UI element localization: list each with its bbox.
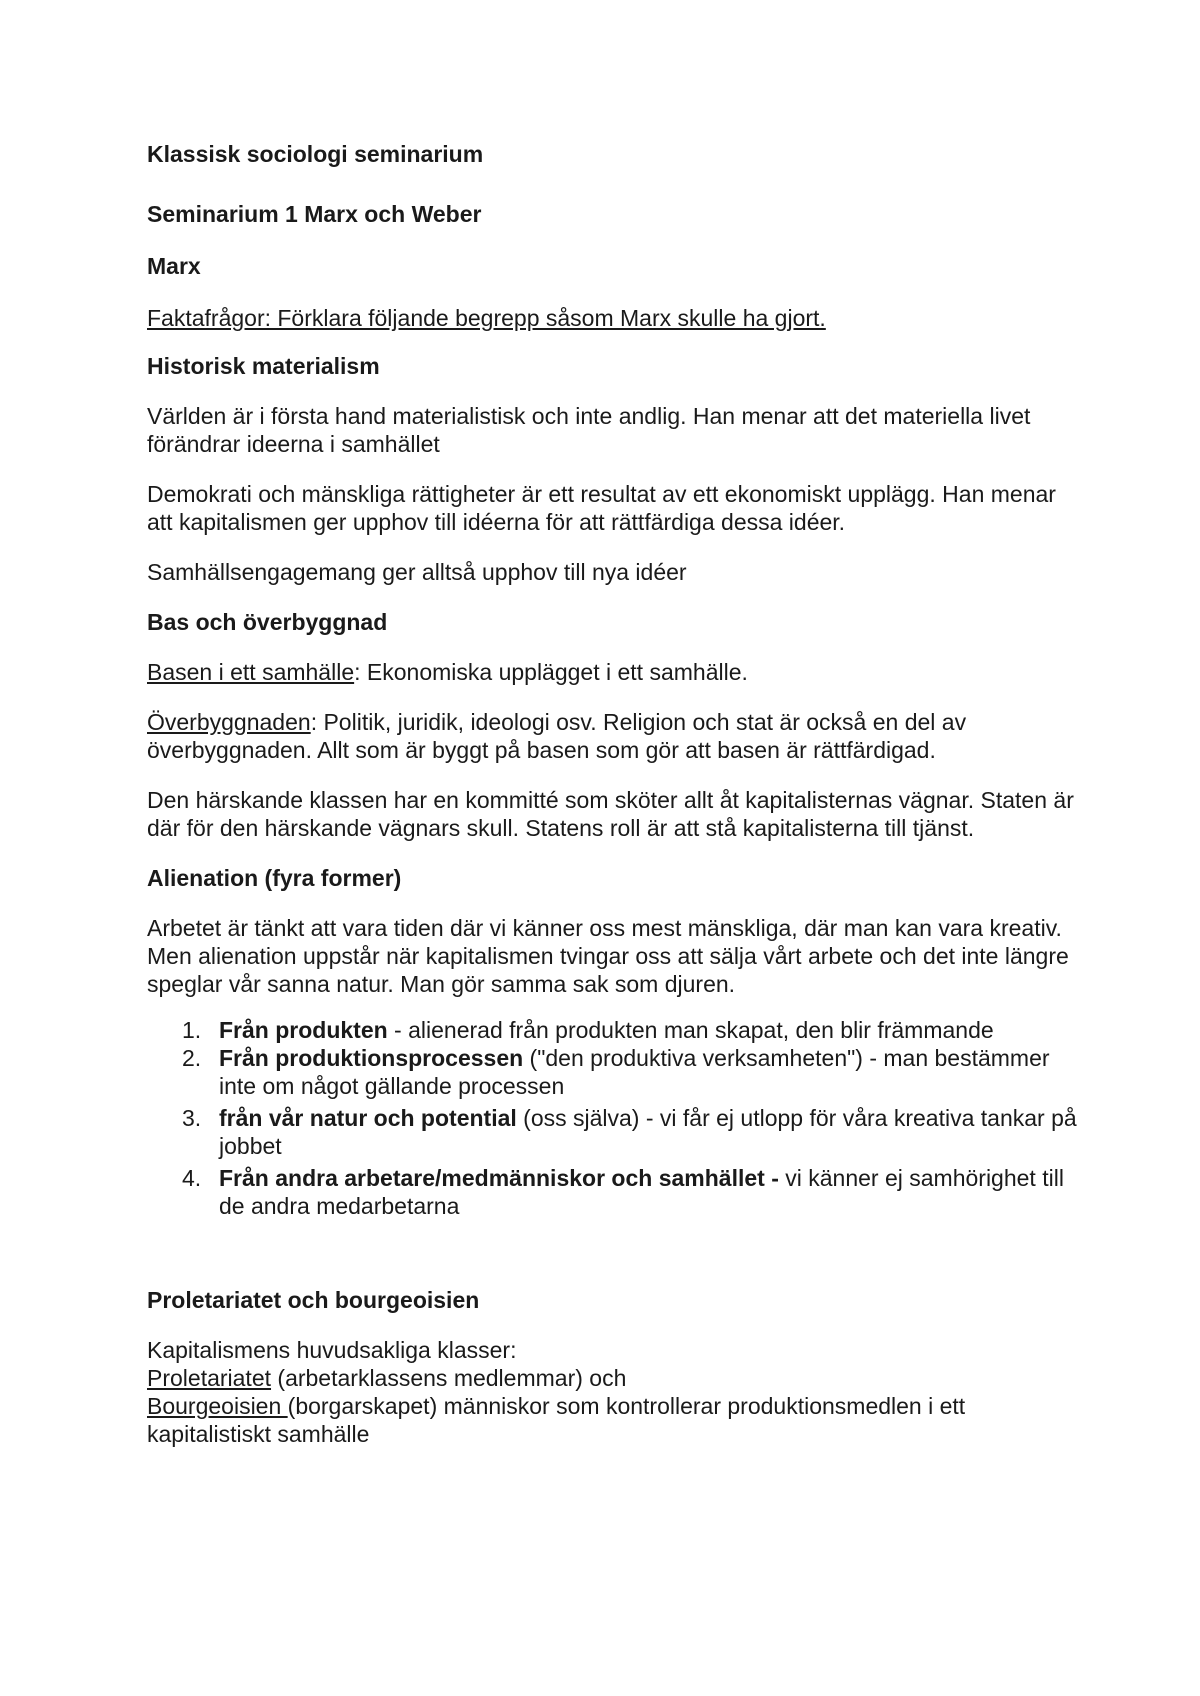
bourgeoisie-text: (borgarskapet) människor som kontrollerar produktionsmedlen i ett kapitalistiskt samhälle [147, 1393, 966, 1447]
base-term: Basen i ett samhälle [147, 659, 355, 685]
superstructure-text: : Politik, juridik, ideologi osv. Religion och stat är också en del av överbyggnaden. Allt som är byggt på basen som gör att basen är rättfärdigad. [147, 709, 967, 763]
proletariat-text: (arbetarklassens medlemmar) och [271, 1365, 627, 1391]
proletariat-line [147, 1364, 1077, 1392]
list-item [147, 1044, 1077, 1100]
alienation-intro: Arbetet är tänkt att vara tiden där vi känner oss mest mänskliga, där man kan vara kreativ. Men alienation uppstår när kapitalismen tvingar oss att sälja vårt arbete och det inte längre speglar vår sanna natur. Man gör samma sak som djuren. [147, 915, 1069, 997]
ruling-class-paragraph: Den härskande klassen har en kommitté som sköter allt åt kapitalisternas vägnar. Staten är där för den härskande vägnars skull. Statens roll är att stå kapitalisterna till tjänst. [147, 787, 1074, 841]
bourgeoisie-term: Bourgeoisien [147, 1393, 288, 1419]
heading-historical-materialism: Historisk materialism [147, 353, 380, 379]
list-item [147, 1104, 1077, 1160]
list-item-bold: Från produktionsprocessen [219, 1045, 524, 1071]
list-item-bold: från vår natur och potential [219, 1105, 517, 1131]
list-item-text: - alienerad från produkten man skapat, den blir främmande [387, 1017, 994, 1043]
document-page [147, 140, 1077, 1448]
historical-paragraph-1: Världen är i första hand materialistisk och inte andlig. Han menar att det materiella livet förändrar ideerna i samhället [147, 403, 1031, 457]
seminar-title: Seminarium 1 Marx och Weber [147, 201, 482, 227]
heading-alienation: Alienation (fyra former) [147, 865, 402, 891]
base-definition [147, 658, 1077, 686]
list-number: 3. [182, 1105, 202, 1131]
list-item-text: (oss själva) - vi får ej utlopp för våra kreativa tankar på jobbet [219, 1105, 1077, 1159]
superstructure-definition [147, 708, 1077, 764]
list-item-bold: Från produkten [219, 1017, 388, 1043]
list-item [147, 1164, 1077, 1220]
bourgeoisie-line [147, 1392, 1077, 1448]
list-number: 1. [182, 1017, 202, 1043]
list-item [147, 1016, 1077, 1044]
heading-classes: Proletariatet och bourgeoisien [147, 1287, 480, 1313]
section-heading-marx: Marx [147, 253, 201, 279]
proletariat-term: Proletariatet [147, 1365, 272, 1391]
heading-base-superstructure: Bas och överbyggnad [147, 609, 388, 635]
superstructure-term: Överbyggnaden [147, 709, 311, 735]
classes-intro: Kapitalismens huvudsakliga klasser: [147, 1337, 517, 1363]
list-number: 2. [182, 1045, 202, 1071]
base-text: : Ekonomiska upplägget i ett samhälle. [354, 659, 748, 685]
document-title: Klassisk sociologi seminarium [147, 141, 484, 167]
alienation-list [147, 1016, 1077, 1220]
fact-questions: Faktafrågor: Förklara följande begrepp såsom Marx skulle ha gjort. [147, 305, 826, 331]
list-item-text: vi känner ej samhörighet till de andra medarbetarna [219, 1165, 1064, 1219]
list-item-bold: Från andra arbetare/medmänniskor och samhället - [219, 1165, 779, 1191]
list-number: 4. [182, 1165, 202, 1191]
historical-paragraph-3: Samhällsengagemang ger alltså upphov till nya idéer [147, 559, 687, 585]
historical-paragraph-2: Demokrati och mänskliga rättigheter är ett resultat av ett ekonomiskt upplägg. Han menar att kapitalismen ger upphov till idéerna för att rättfärdiga dessa idéer. [147, 481, 1056, 535]
list-item-text: ("den produktiva verksamheten") - man bestämmer inte om något gällande processen [219, 1045, 1050, 1099]
